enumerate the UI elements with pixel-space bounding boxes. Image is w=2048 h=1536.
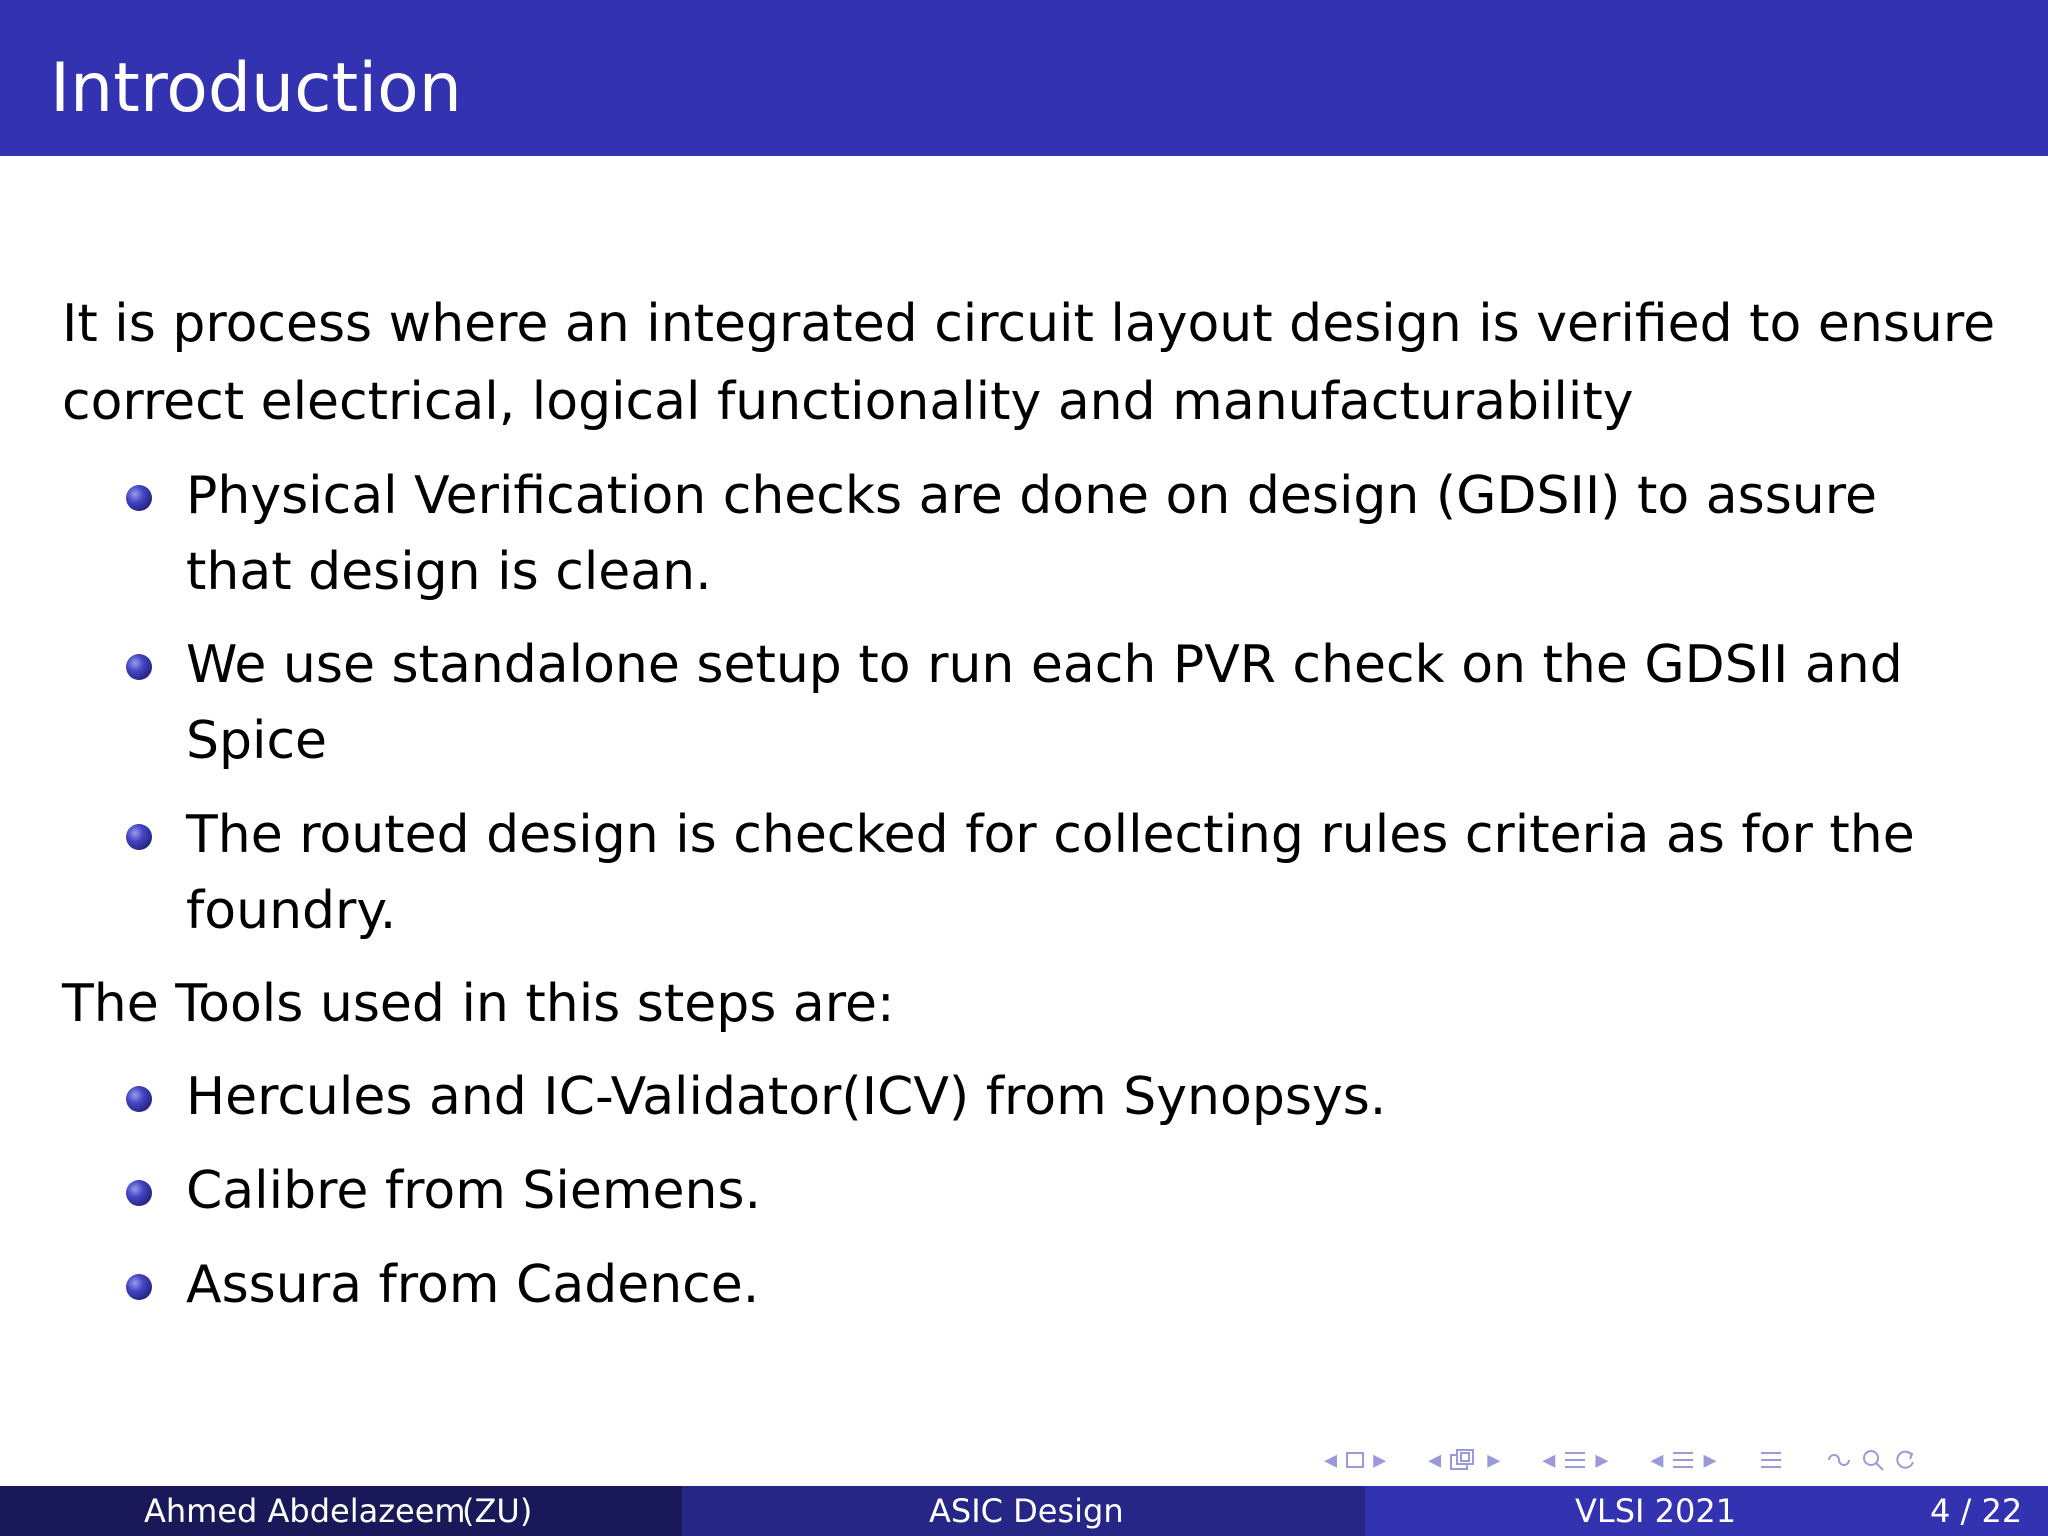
subsection-icon[interactable] xyxy=(1449,1447,1479,1473)
bullet-icon xyxy=(126,1180,152,1206)
arrow-left-icon[interactable]: ◂ xyxy=(1542,1445,1556,1475)
search-icon[interactable] xyxy=(1861,1448,1885,1472)
bullet-2-line-2: Spice xyxy=(186,711,328,771)
footer-page-number: 4 / 22 xyxy=(1930,1492,2023,1530)
bullet-icon xyxy=(126,1274,152,1300)
arrow-right-icon[interactable]: ▸ xyxy=(1703,1445,1717,1475)
intro-paragraph-line-2: correct electrical, logical functionality and manufacturability xyxy=(62,372,1634,432)
nav-section-group xyxy=(1538,1445,1612,1475)
undo-icon[interactable] xyxy=(1893,1448,1917,1472)
section-icon[interactable] xyxy=(1563,1449,1587,1471)
footer-course: ASIC Design xyxy=(929,1492,1124,1530)
arrow-right-icon[interactable]: ▸ xyxy=(1373,1445,1387,1475)
footer xyxy=(0,1486,2048,1536)
beamer-navigation xyxy=(1320,1440,1921,1480)
align-icon[interactable] xyxy=(1759,1449,1783,1471)
arrow-left-icon[interactable]: ◂ xyxy=(1324,1445,1338,1475)
bullet-3-line-1: The routed design is checked for collecting rules criteria as for the xyxy=(186,805,1915,865)
footer-date-section xyxy=(1365,1486,2048,1536)
document-icon[interactable] xyxy=(1671,1449,1695,1471)
bullet-1-line-1: Physical Verification checks are done on design (GDSII) to assure xyxy=(186,466,1877,526)
tool-item-2: Calibre from Siemens. xyxy=(186,1161,762,1221)
footer-title-section xyxy=(682,1486,1365,1536)
bullet-3-line-2: foundry. xyxy=(186,881,397,941)
nav-search-group xyxy=(1821,1448,1921,1472)
bullet-2-line-1: We use standalone setup to run each PVR check on the GDSII and xyxy=(186,635,1903,695)
loop-icon[interactable] xyxy=(1825,1449,1853,1471)
bullet-1-line-2: that design is clean. xyxy=(186,542,712,602)
arrow-left-icon[interactable]: ◂ xyxy=(1428,1445,1442,1475)
tools-intro: The Tools used in this steps are: xyxy=(62,974,895,1034)
bullet-icon xyxy=(126,1086,152,1112)
nav-document-group xyxy=(1646,1445,1720,1475)
tool-item-1: Hercules and IC-Validator(ICV) from Synopsys. xyxy=(186,1067,1387,1127)
footer-event: VLSI 2021 xyxy=(1575,1492,1737,1530)
bullet-icon xyxy=(126,654,152,680)
frame-icon[interactable] xyxy=(1345,1451,1365,1469)
bullet-icon xyxy=(126,485,152,511)
arrow-right-icon[interactable]: ▸ xyxy=(1487,1445,1501,1475)
intro-paragraph-line-1: It is process where an integrated circuit layout design is verified to ensure xyxy=(62,294,1996,354)
slide-title: Introduction xyxy=(50,49,462,128)
arrow-left-icon[interactable]: ◂ xyxy=(1650,1445,1664,1475)
footer-author-section xyxy=(0,1486,682,1536)
footer-author: Ahmed Abdelazeem xyxy=(144,1492,466,1530)
tool-item-3: Assura from Cadence. xyxy=(186,1255,760,1315)
title-bar xyxy=(0,0,2048,156)
nav-frame-group xyxy=(1320,1445,1390,1475)
nav-align-group xyxy=(1755,1449,1787,1471)
nav-subsection-group xyxy=(1424,1445,1504,1475)
bullet-icon xyxy=(126,824,152,850)
arrow-right-icon[interactable]: ▸ xyxy=(1595,1445,1609,1475)
footer-institution: (ZU) xyxy=(462,1492,533,1530)
